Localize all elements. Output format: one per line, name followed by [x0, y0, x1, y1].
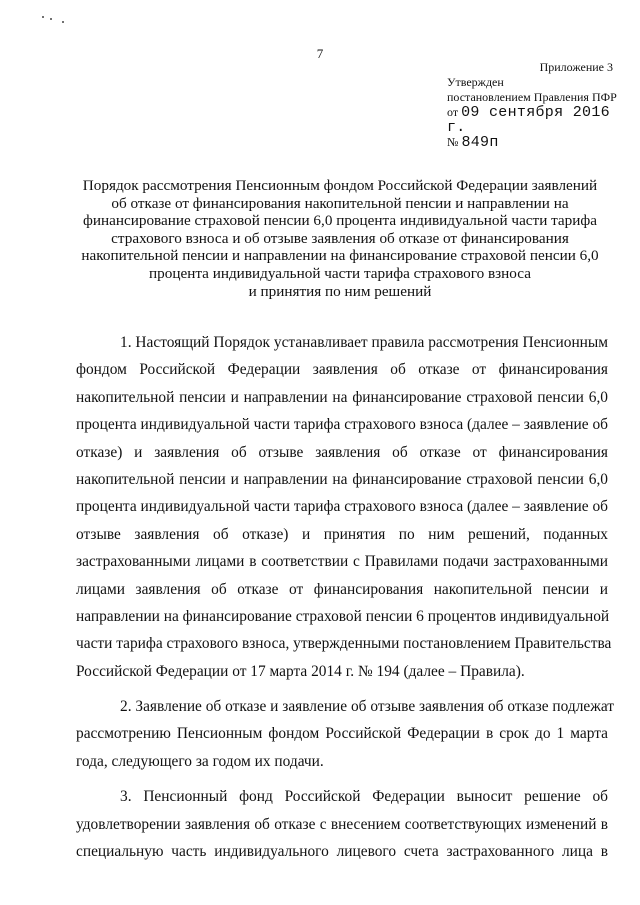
body-line: 3. Пенсионный фонд Российской Федерации выносит решение об: [120, 788, 608, 806]
body-line: 1. Настоящий Порядок устанавливает правила рассмотрения Пенсионным: [120, 334, 608, 351]
title-line: Порядок рассмотрения Пенсионным фондом Российской Федерации заявлений: [82, 177, 598, 194]
body-line: накопительной пенсии и направлении на финансирование страховой пенсии 6,0: [76, 388, 608, 406]
title-line: процента индивидуальной части тарифа страхового взноса: [149, 264, 531, 282]
document-title: [70, 177, 610, 300]
body-line: Российской Федерации от 17 марта 2014 г. № 194 (далее – Правила).: [76, 662, 525, 680]
title-line: страхового взноса и об отзыве заявления об отказе от финансирования: [111, 229, 569, 247]
appendix-label: Приложение 3: [539, 60, 613, 74]
title-line: накопительной пенсии и направлении на финансирование страховой пенсии 6,0: [81, 247, 599, 265]
body-line: процента индивидуальной части тарифа страхового взноса (далее – заявление об: [76, 498, 608, 516]
approval-number: [447, 135, 627, 150]
body-line: фондом Российской Федерации заявления об отказе от финансирования: [76, 361, 608, 379]
body-line: направлении на финансирование страховой пенсии 6 процентов индивидуальной: [76, 607, 610, 625]
body-line: процента индивидуальной части тарифа страхового взноса (далее – заявление об: [76, 416, 608, 434]
number-prefix: №: [447, 135, 459, 149]
approval-date: [447, 105, 627, 135]
body-line: года, следующего за годом их подачи.: [76, 752, 324, 770]
approval-block: [447, 60, 627, 150]
title-line: об отказе от финансирования накопительной пенсии и направлении на: [111, 194, 569, 212]
paragraph-3: [76, 783, 608, 865]
date-value: 09 сентября 2016 г.: [447, 104, 610, 136]
body-line: рассмотрению Пенсионным фондом Российской Федерации в срок до 1 марта: [76, 725, 608, 743]
body-line: отзыве заявления об отказе) и принятия по ним решений, поданных: [76, 525, 608, 543]
body-line: лицами заявления об отказе от финансирования накопительной пенсии и: [76, 580, 608, 598]
body-line: специальную часть индивидуального лицевого счета застрахованного лица в: [76, 843, 608, 861]
body-line: отказе) и заявления об отзыве заявления об отказе от финансирования: [76, 443, 608, 461]
page-number: 7: [316, 46, 324, 61]
title-line: и принятия по ним решений: [248, 282, 432, 300]
document-body: [76, 329, 615, 865]
date-prefix: от: [447, 105, 459, 119]
paragraph-2: [76, 693, 615, 775]
approved-label: Утвержден: [447, 75, 504, 89]
body-line: удовлетворении заявления об отказе с внесением соответствующих изменений в: [76, 815, 608, 833]
title-line: финансирование страховой пенсии 6,0 процента индивидуальной части тарифа: [83, 212, 597, 230]
number-value: 849п: [461, 134, 499, 151]
paragraph-gap: [76, 775, 608, 783]
body-line: застрахованными лицами в соответствии с Правилами подачи застрахованными: [76, 553, 608, 571]
body-line: накопительной пенсии и направлении на финансирование страховой пенсии 6,0: [76, 470, 608, 488]
paragraph-1: [76, 329, 612, 685]
body-line: 2. Заявление об отказе и заявление об отзыве заявления об отказе подлежат: [120, 698, 615, 716]
body-line: части тарифа страхового взноса, утвержденными постановлением Правительства: [76, 635, 612, 653]
paragraph-gap: [76, 685, 608, 693]
scan-marks: [40, 12, 80, 24]
approved-by-label: постановлением Правления ПФР: [447, 90, 617, 104]
